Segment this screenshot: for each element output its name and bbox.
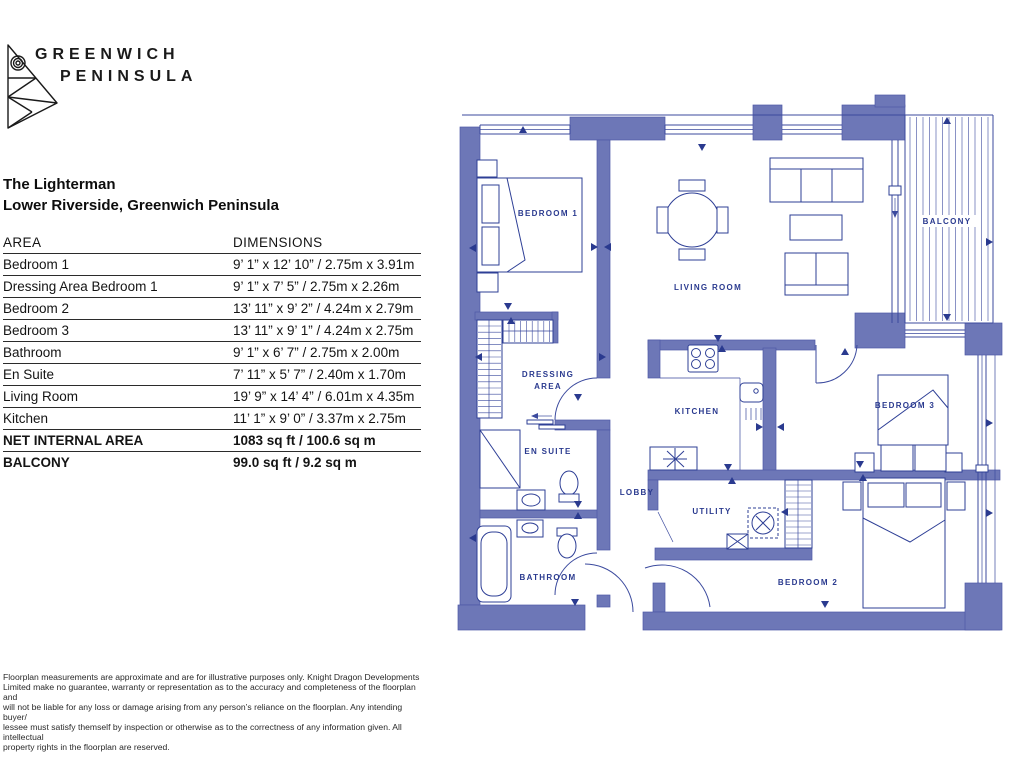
area-cell: En Suite bbox=[3, 367, 55, 382]
dimensions-cell: 13’ 11” x 9’ 1” / 4.24m x 2.75m bbox=[233, 323, 414, 338]
page-subtitle: Lower Riverside, Greenwich Peninsula bbox=[3, 197, 279, 214]
brand-line1: GREENWICH bbox=[35, 46, 180, 63]
label-dressing-area: AREA bbox=[534, 382, 562, 391]
label-dressing: DRESSING bbox=[521, 370, 575, 379]
dimensions-cell: 7’ 11” x 5’ 7” / 2.40m x 1.70m bbox=[233, 367, 406, 382]
table-row bbox=[3, 298, 421, 320]
title-block bbox=[3, 174, 279, 216]
disclaimer-line: will not be liable for any loss or damage arising from any person’s reliance on the floorplan. Any intending buyer/ bbox=[3, 702, 403, 722]
area-cell: Bedroom 3 bbox=[3, 323, 70, 338]
area-cell: Bedroom 1 bbox=[3, 257, 70, 272]
table-row-net-internal-area bbox=[3, 430, 421, 452]
area-cell: Bathroom bbox=[3, 345, 62, 360]
table-row bbox=[3, 364, 421, 386]
table-header-row bbox=[3, 232, 421, 254]
area-cell: Kitchen bbox=[3, 411, 49, 426]
disclaimer-line: Limited make no guarantee, warranty or representation as to the accuracy and completeness of the floorplan and bbox=[3, 682, 416, 702]
table-row bbox=[3, 320, 421, 342]
legal-disclaimer bbox=[3, 672, 423, 752]
label-balcony: BALCONY bbox=[922, 217, 972, 226]
dimensions-cell: 1083 sq ft / 100.6 sq m bbox=[233, 433, 376, 448]
dimensions-cell: 9’ 1” x 6’ 7” / 2.75m x 2.00m bbox=[233, 345, 400, 360]
disclaimer-line: property rights in the floorplan are reserved. bbox=[3, 742, 170, 752]
page-title: The Lighterman bbox=[3, 176, 116, 193]
label-bedroom2: BEDROOM 2 bbox=[777, 578, 839, 587]
label-bedroom1: BEDROOM 1 bbox=[517, 209, 579, 218]
area-cell: Living Room bbox=[3, 389, 79, 404]
table-row bbox=[3, 254, 421, 276]
table-row bbox=[3, 342, 421, 364]
dimensions-cell: 99.0 sq ft / 9.2 sq m bbox=[233, 455, 357, 470]
label-bedroom3: BEDROOM 3 bbox=[874, 401, 936, 410]
dimensions-cell: 11’ 1” x 9’ 0” / 3.37m x 2.75m bbox=[233, 411, 406, 426]
floorplan-drawing bbox=[455, 90, 1021, 642]
header-dimensions: DIMENSIONS bbox=[233, 235, 323, 250]
disclaimer-line: lessee must satisfy themself by inspection or otherwise as to the correctness of any information given. All intellectual bbox=[3, 722, 402, 742]
label-lobby: LOBBY bbox=[619, 488, 655, 497]
label-bathroom: BATHROOM bbox=[519, 573, 577, 582]
table-row-balcony bbox=[3, 452, 421, 473]
label-living-room: LIVING ROOM bbox=[673, 283, 743, 292]
area-cell: Bedroom 2 bbox=[3, 301, 70, 316]
area-cell: BALCONY bbox=[3, 455, 70, 470]
header-area: AREA bbox=[3, 235, 42, 250]
dimensions-cell: 9’ 1” x 7’ 5” / 2.75m x 2.26m bbox=[233, 279, 400, 294]
brand-wordmark bbox=[35, 44, 197, 88]
dimensions-cell: 19’ 9” x 14’ 4” / 6.01m x 4.35m bbox=[233, 389, 415, 404]
area-cell: NET INTERNAL AREA bbox=[3, 433, 144, 448]
label-utility: UTILITY bbox=[692, 507, 732, 516]
area-cell: Dressing Area Bedroom 1 bbox=[3, 279, 158, 294]
label-en-suite: EN SUITE bbox=[524, 447, 572, 456]
table-row bbox=[3, 276, 421, 298]
area-dimensions-table bbox=[3, 232, 421, 473]
table-row bbox=[3, 386, 421, 408]
table-row bbox=[3, 408, 421, 430]
brand-line2: PENINSULA bbox=[60, 68, 198, 85]
dimensions-cell: 13’ 11” x 9’ 2” / 4.24m x 2.79m bbox=[233, 301, 414, 316]
dimensions-cell: 9’ 1” x 12’ 10” / 2.75m x 3.91m bbox=[233, 257, 415, 272]
disclaimer-line: Floorplan measurements are approximate and are for illustrative purposes only. Knight Dragon Developments bbox=[3, 672, 420, 682]
label-kitchen: KITCHEN bbox=[674, 407, 720, 416]
